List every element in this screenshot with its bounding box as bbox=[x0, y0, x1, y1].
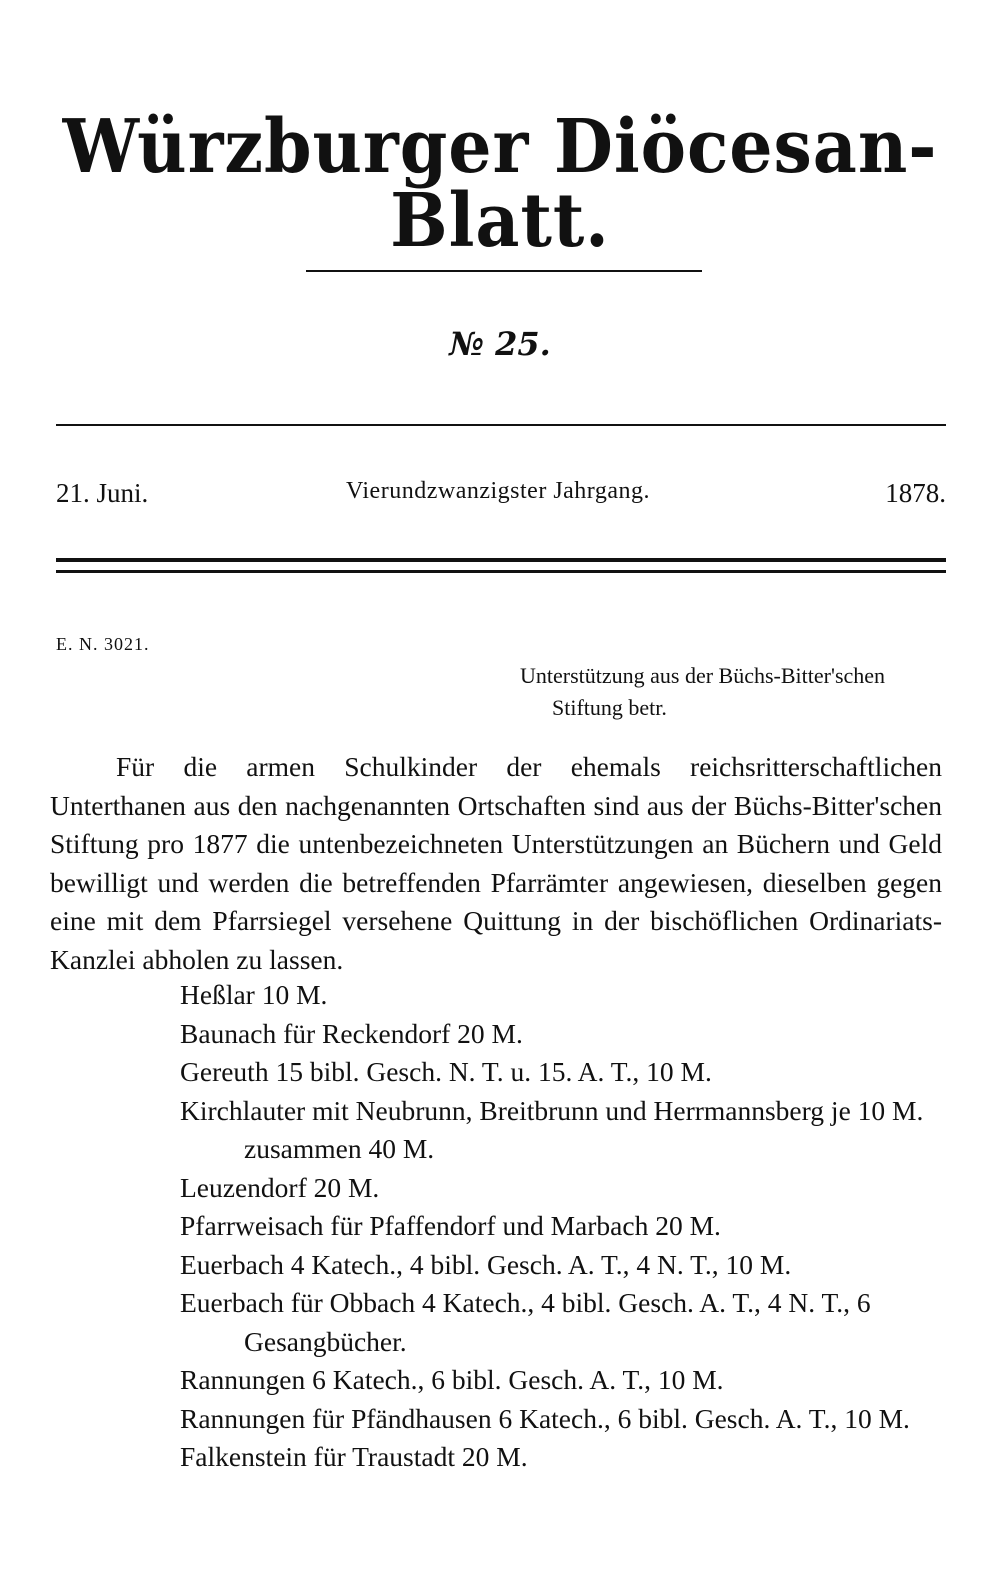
list-item: Baunach für Reckendorf 20 M. bbox=[180, 1017, 523, 1049]
header-rule-bottom-second bbox=[56, 570, 946, 573]
masthead-divider bbox=[306, 270, 702, 272]
notice-subject bbox=[520, 660, 950, 724]
list-item: Euerbach für Obbach 4 Katech., 4 bibl. Gesch. A. T., 4 N. T., 6 Gesangbücher. bbox=[180, 1287, 871, 1357]
allocation-list bbox=[180, 976, 942, 1477]
subject-line-1: Unterstützung aus der Büchs-Bitter'schen bbox=[520, 663, 886, 688]
list-item: Pfarrweisach für Pfaffendorf und Marbach 20 M. bbox=[180, 1210, 721, 1241]
volume-label: Vierundzwanzigster Jahrgang. bbox=[346, 478, 651, 504]
masthead-title: Würzburger Diöcesan-Blatt. bbox=[62, 104, 938, 264]
notice-paragraph: Für die armen Schulkinder der ehemals reichsritterschaftlichen Unterthanen aus den nachgenannten Ortschaften sind aus der Büchs-Bitter'schen Stiftung pro 1877 die untenbezeichneten Unterstützungen an Büchern und Geld bewilligt und werden die betreffenden Pfarrämter angewiesen, dieselben gegen eine mit dem Pfarrsiegel versehene Quittung in der bischöflichen Ordinariats-Kanzlei abholen zu lassen. bbox=[50, 751, 942, 975]
list-item: Falkenstein für Traustadt 20 M. bbox=[180, 1441, 528, 1472]
subject-line-2: Stiftung betr. bbox=[552, 695, 667, 720]
list-item: Rannungen 6 Katech., 6 bibl. Gesch. A. T., 10 M. bbox=[180, 1364, 724, 1395]
list-item: Heßlar 10 M. bbox=[180, 979, 328, 1010]
list-item: Gereuth 15 bibl. Gesch. N. T. u. 15. A. T., 10 M. bbox=[180, 1056, 712, 1087]
header-rule-top bbox=[56, 424, 946, 426]
list-item: Rannungen für Pfändhausen 6 Katech., 6 bibl. Gesch. A. T., 10 M. bbox=[180, 1402, 910, 1434]
list-item: Euerbach 4 Katech., 4 bibl. Gesch. A. T., 4 N. T., 10 M. bbox=[180, 1248, 792, 1280]
issue-year: 1878. bbox=[885, 478, 946, 508]
list-item: Leuzendorf 20 M. bbox=[180, 1171, 380, 1203]
issue-number: № 25. bbox=[449, 325, 551, 363]
issue-date: 21. Juni. bbox=[56, 478, 149, 508]
dateline bbox=[56, 478, 946, 518]
reference-number: E. N. 3021. bbox=[56, 634, 150, 654]
list-item: Kirchlauter mit Neubrunn, Breitbrunn und Herrmannsberg je 10 M. zusammen 40 M. bbox=[180, 1094, 924, 1164]
header-rule-bottom bbox=[56, 558, 946, 562]
